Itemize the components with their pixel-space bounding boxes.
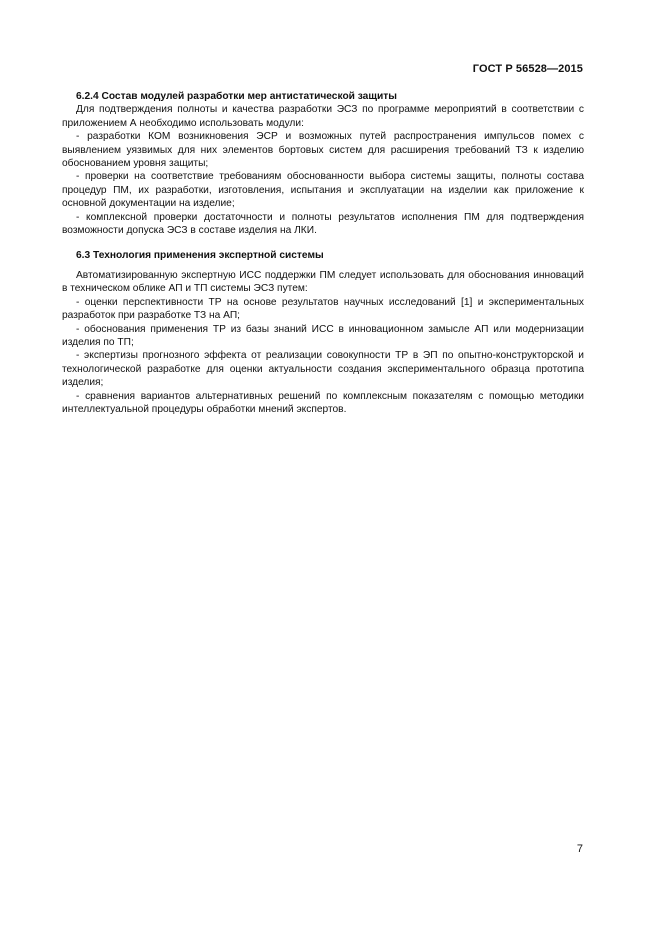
section-6-3-list-item-4: - сравнения вариантов альтернативных решений по комплексным показателям с помощью методики интеллектуальной процедуры обработки мнений экспертов. [62, 390, 584, 415]
section-6-3-list-item-3: - экспертизы прогнозного эффекта от реализации совокупности ТР в ЭП по опытно-конструкторской и технологической разработке для оценки актуальности создания экспериментального образца прототипа изделия; [62, 350, 584, 389]
section-6-2-4-paragraph-intro: Для подтверждения полноты и качества разработки ЭСЗ по программе мероприятий в соответствии с приложением А необходимо использовать модули: [62, 104, 584, 129]
section-6-2-4-list-item-1: - разработки КОМ возникновения ЭСР и возможных путей распространения импульсов помех с выявлением уязвимых для них элементов бортовых систем для расширения требований ТЗ к изделию обоснованием уровня защиты; [62, 131, 584, 170]
document-body [62, 90, 584, 416]
section-heading-6-3: 6.3 Технология применения экспертной системы [76, 250, 324, 262]
section-spacer [62, 237, 584, 249]
section-6-3-list-item-2: - обоснования применения ТР из базы знаний ИСС в инновационном замысле АП или модернизации изделия по ТП; [62, 323, 584, 348]
section-6-3-list-item-1: - оценки перспективности ТР на основе результатов научных исследований [1] и экспериментальных разработок при разработке ТЗ на АП; [62, 296, 584, 322]
document-code: ГОСТ Р 56528—2015 [472, 63, 583, 75]
section-heading-6-2-4: 6.2.4 Состав модулей разработки мер антистатической защиты [76, 91, 397, 102]
section-6-2-4-list-item-3: - комплексной проверки достаточности и полноты результатов исполнения ПМ для подтверждения возможности допуска ЭСЗ в составе изделия на ЛКИ. [62, 211, 584, 237]
section-6-2-4-list-item-2: - проверки на соответствие требованиям обоснованности выбора системы защиты, полноты состава процедур ПМ, их разработки, изготовления, испытания и эксплуатации на изделии как приложение к основной документации на изделие; [62, 171, 584, 210]
section-6-3-paragraph-intro: Автоматизированную экспертную ИСС поддержки ПМ следует использовать для обоснования инноваций в техническом облике АП и ТП системы ЭСЗ путем: [62, 269, 584, 295]
page-number: 7 [576, 843, 583, 855]
